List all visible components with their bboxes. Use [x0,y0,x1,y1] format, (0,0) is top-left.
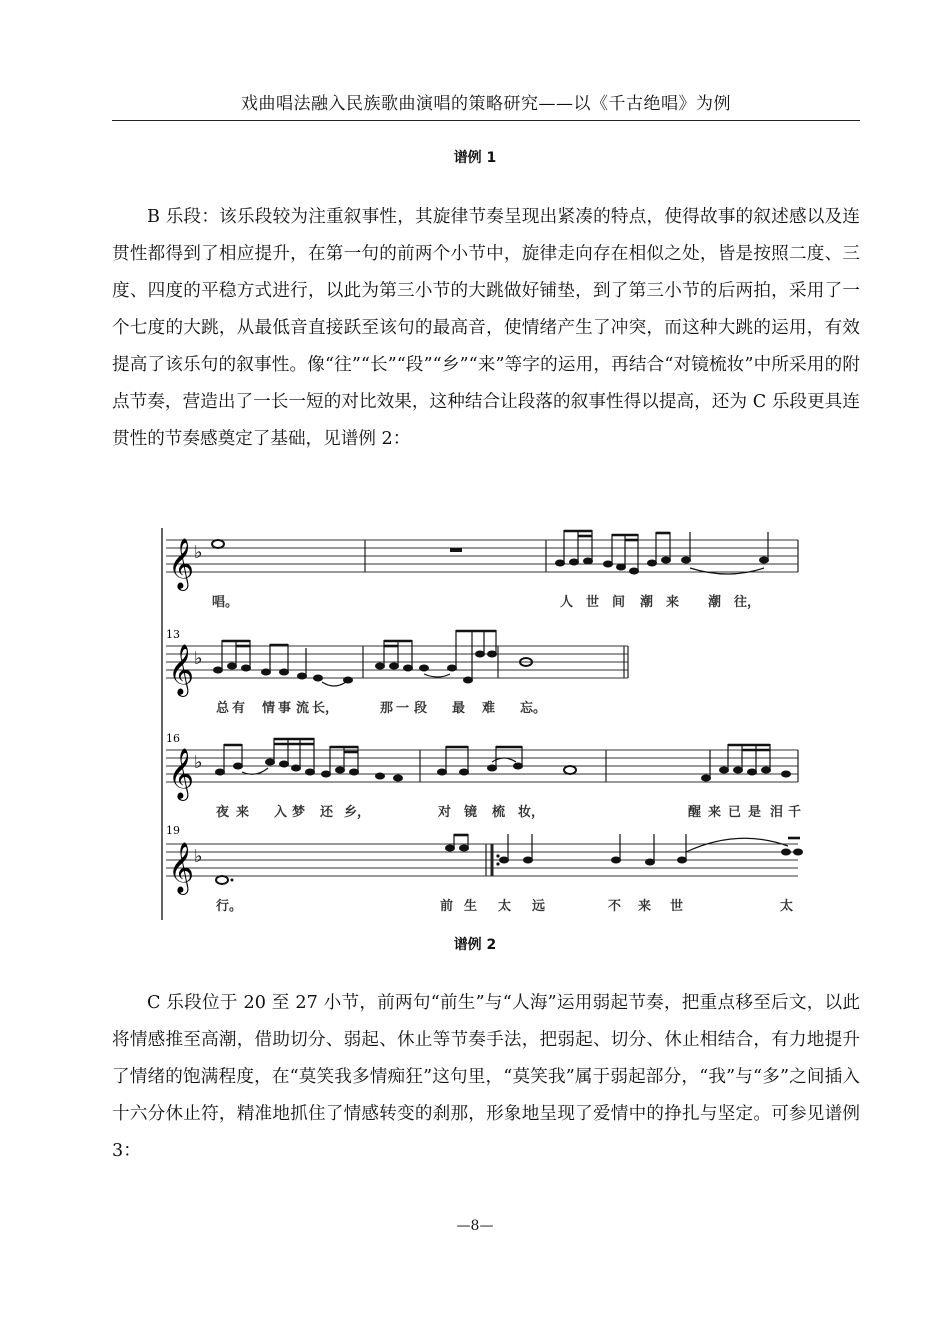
treble-clef-icon: 𝄞 [168,644,195,695]
lyric: 入 [274,805,288,820]
lyric: 乡， [344,805,371,820]
lyric: 潮 [640,595,654,610]
running-header: 戏曲唱法融入民族歌曲演唱的策略研究——以《千古绝唱》为例 [112,92,860,121]
lyric: 忘。 [520,701,547,716]
tie [690,568,764,574]
whole-rest [450,548,462,552]
lyric: 段 [414,701,428,716]
lyric: 远 [532,899,546,914]
note [212,540,224,548]
treble-clef-icon: 𝄞 [168,748,195,799]
flat-sign-icon: ♭ [194,846,203,867]
lyric: 镜 [464,805,478,820]
measure-number: 13 [166,628,180,641]
lyric: 来 [638,899,652,914]
lyric: 世 [586,595,600,610]
lyric: 来 [708,805,722,820]
lyric: 醒 [688,805,702,820]
notes-measure-16-18 [215,759,791,782]
lyric: 千 [788,805,802,820]
lyric: 有 [232,701,246,716]
lyric: 梦 [292,805,306,820]
lyric: 不 [608,899,622,914]
lyric: 来 [236,805,250,820]
lyric: 对 [438,805,452,820]
measure-number: 19 [166,824,180,837]
page-number: —8— [456,1218,494,1234]
lyric: 难 [482,701,496,716]
paragraph-section-b: B 乐段：该乐段较为注重叙事性，其旋律节奏呈现出紧凑的特点，使得故事的叙述感以及连贯性都得到了相应提升，在第一句的前两个小节中，旋律走向存在相似之处，皆是按照二度、三度、四度的平稳方式进行，以此为第三小节的大跳做好铺垫，到了第三小节的后两拍，采用了一个七度的大跳，从最低音直接跃至该句的最高音，使情绪产生了冲突，而这种大跳的运用，有效提高了该乐句的叙事性。像“往”“长”“段”“乡”“来”等字的运用，再结合“对镜梳妆”中所采用的附点节奏，营造出了一长一短的对比效果，这种结合让段落的叙事性得以提高，还为 C 乐段更具连贯性的节奏感奠定了基础，见谱例 2： [112,207,860,449]
lyric: 流 [296,701,310,716]
lyric: 潮 [708,595,722,610]
lyric: 一 [396,701,410,716]
lyric: 唱。 [212,595,239,610]
lyric: 妆， [518,805,545,820]
lyric: 最 [452,701,466,716]
lyric: 那 [380,701,394,716]
paragraph-section-c: C 乐段位于 20 至 27 小节，前两句“前生”与“人海”运用弱起节奏，把重点移至后文，以此将情感推至高潮，借助切分、弱起、休止等节奏手法，把弱起、切分、休止相结合，有力地提升了情绪的饱满程度，在“莫笑我多情痴狂”这句里，“莫笑我”属于弱起部分，“我”与“多”之间插入十六分休止符，精准地抓住了情感转变的刹那，形象地呈现了爱情中的挣扎与坚定。可参见谱例 3： [112,993,860,1161]
flat-sign-icon: ♭ [194,648,203,669]
notes-measure-13-15 [213,651,497,684]
flat-sign-icon: ♭ [194,752,203,773]
staff-system-2 [166,628,628,716]
lyric: 情 [262,701,276,716]
repeat-dot [496,854,499,857]
treble-clef-icon: 𝄞 [168,538,195,589]
flat-sign-icon: ♭ [194,542,203,563]
lyric: 夜 [216,805,230,820]
lyric: 长， [312,701,339,716]
lyric: 来 [666,595,680,610]
lyric: 太 [780,899,794,914]
lyric: 梳 [492,805,506,820]
lyric: 事 [278,701,292,716]
lyric: 世 [670,899,684,914]
lyric: 是 [748,805,762,820]
lyric: 前 [440,899,454,914]
lyric: 还 [320,805,334,820]
staff-system-1 [166,530,798,610]
lyric: 已 [728,805,742,820]
measure-number: 16 [166,732,180,745]
lyric: 行。 [216,899,243,914]
treble-clef-icon: 𝄞 [168,842,195,893]
lyric: 人 [560,595,574,610]
lyric: 往， [734,595,761,610]
repeat-dot [496,862,499,865]
lyric: 太 [498,899,512,914]
lyric: 生 [464,899,478,914]
staff-system-4 [166,824,803,914]
lyric: 泪 [770,805,784,820]
example-2-caption: 谱例 2 [453,937,497,953]
example-1-caption: 谱例 1 [453,150,497,166]
staff-system-3 [166,732,801,820]
lyric: 总 [216,701,230,716]
score-example-2 [158,522,808,924]
lyric: 间 [612,595,626,610]
